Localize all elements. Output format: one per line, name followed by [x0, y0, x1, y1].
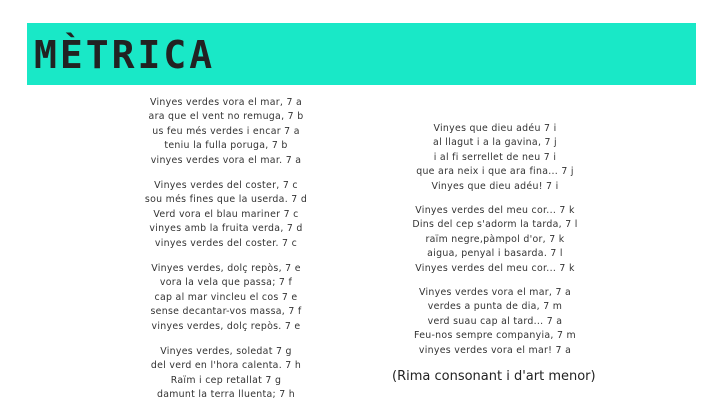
- left-stanza-1: [136, 96, 316, 168]
- poem-line: raïm negre,pàmpol d'or, 7 k: [425, 233, 565, 245]
- poem-line: Raïm i cep retallat 7 g: [170, 374, 282, 386]
- poem-line: us feu més verdes i encar 7 a: [152, 125, 300, 137]
- poem-line: damunt la terra lluenta; 7 h: [156, 389, 296, 401]
- poem-line: cap al mar vincleu el cos 7 e: [154, 291, 298, 303]
- right-stanza-3: [400, 286, 590, 358]
- poem-line: vinyes verdes vora el mar. 7 a: [150, 154, 302, 166]
- poem-line: vinyes verdes del coster. 7 c: [154, 237, 298, 249]
- poem-line: sense decantar-vos massa, 7 f: [150, 306, 302, 318]
- poem-line: teniu la fulla poruga, 7 b: [164, 140, 288, 152]
- poem-line: Vinyes que dieu adéu 7 i: [433, 123, 557, 134]
- poem-line: Vinyes verdes del meu cor... 7 k: [415, 262, 575, 274]
- right-stanza-1: [400, 122, 590, 194]
- left-stanza-3: [136, 262, 316, 334]
- poem-line: del verd en l'hora calenta. 7 h: [150, 360, 302, 372]
- poem-line: Verd vora el blau mariner 7 c: [153, 208, 299, 220]
- poem-line: Vinyes verdes vora el mar, 7 a: [418, 287, 572, 298]
- left-stanza-2: [136, 179, 316, 251]
- poem-line: verd suau cap al tard... 7 a: [427, 315, 563, 327]
- poem-line: Feu-nos sempre companyia, 7 m: [414, 330, 576, 342]
- poem-line: vora la vela que passa; 7 f: [159, 277, 293, 289]
- slide-title: MÈTRICA: [34, 33, 216, 77]
- right-stanza-2: [400, 204, 590, 276]
- poem-line: Vinyes verdes vora el mar, 7 a: [149, 97, 303, 108]
- poem-line: Vinyes verdes del coster, 7 c: [154, 180, 298, 191]
- poem-line: i al fi serrellet de neu 7 i: [433, 151, 557, 163]
- poem-line: Vinyes verdes del meu cor... 7 k: [415, 205, 575, 216]
- poem-line: que ara neix i que ara fina... 7 j: [416, 166, 574, 178]
- poem-line: al llagut i a la gavina, 7 j: [433, 137, 557, 149]
- poem-line: vinyes amb la fruita verda, 7 d: [149, 223, 303, 235]
- poem-line: Vinyes verdes, dolç repòs, 7 e: [151, 263, 301, 274]
- poem-line: aigua, penyal i basarda. 7 l: [427, 248, 563, 260]
- rhyme-note: (Rima consonant i d'art menor): [392, 369, 596, 384]
- poem-line: verdes a punta de dia, 7 m: [427, 301, 563, 313]
- poem-line: sou més fines que la userda. 7 d: [144, 194, 308, 206]
- poem-line: Vinyes que dieu adéu! 7 i: [431, 180, 559, 192]
- poem-line: vinyes verdes vora el mar! 7 a: [418, 344, 572, 356]
- poem-line: Dins del cep s'adorm la tarda, 7 l: [412, 219, 578, 231]
- poem-line: ara que el vent no remuga, 7 b: [148, 111, 304, 123]
- poem-line: Vinyes verdes, soledat 7 g: [160, 346, 292, 357]
- left-stanza-4: [136, 345, 316, 403]
- poem-line: vinyes verdes, dolç repòs. 7 e: [151, 320, 301, 332]
